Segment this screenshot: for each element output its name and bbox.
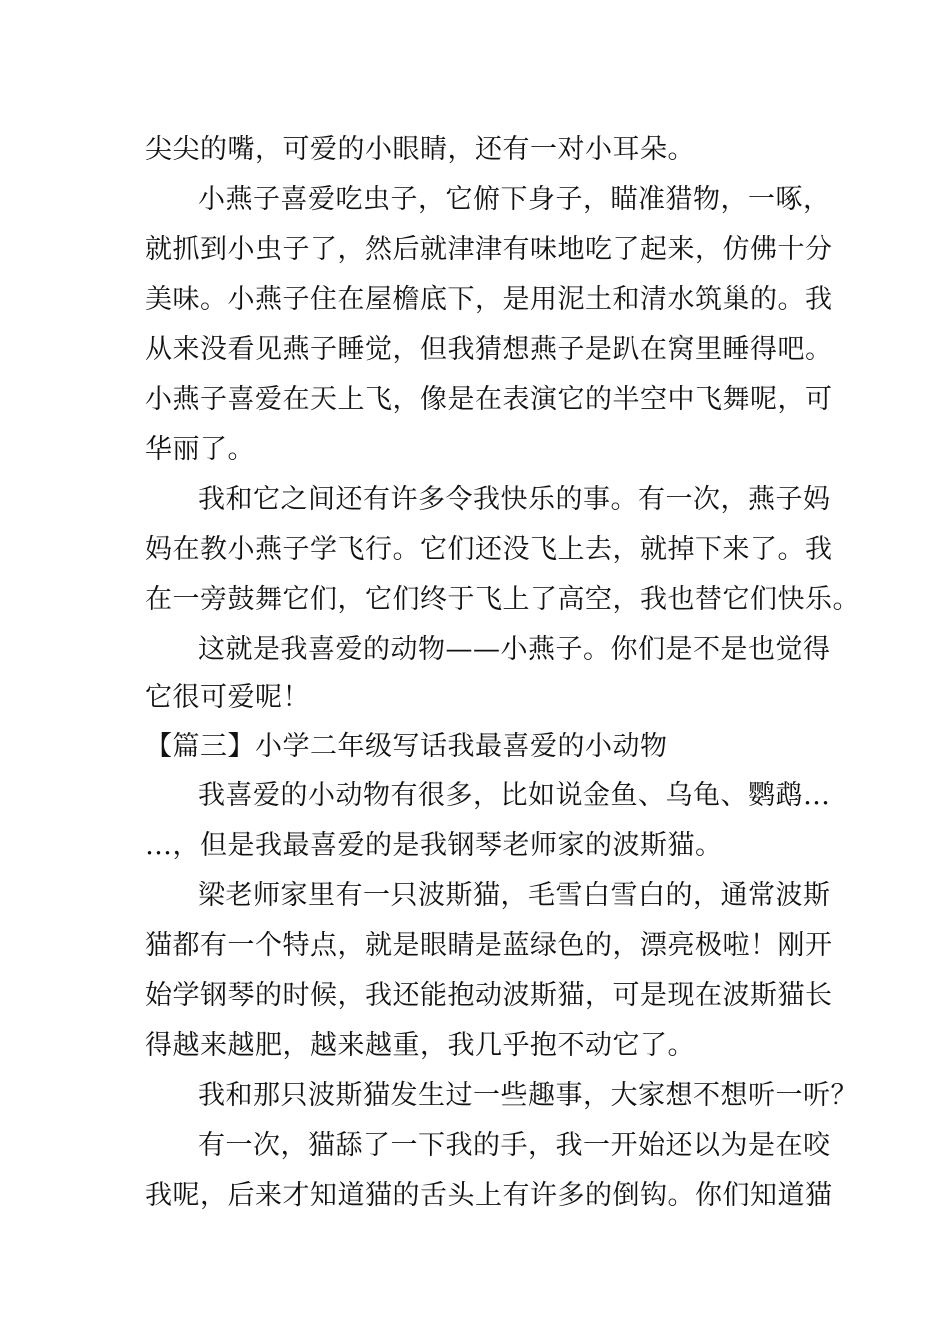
paragraph-first-line: 这就是我喜爱的动物——小燕子。你们是不是也觉得 <box>198 634 831 665</box>
section-heading: 【篇三】小学二年级写话我最喜爱的小动物 <box>145 731 668 762</box>
text-line: 我呢，后来才知道猫的舌头上有许多的倒钩。你们知道猫 <box>145 1180 833 1211</box>
text-line: 华丽了。 <box>145 434 255 465</box>
text-line: …，但是我最喜爱的是我钢琴老师家的波斯猫。 <box>145 830 723 861</box>
text-line: 尖尖的嘴，可爱的小眼睛，还有一对小耳朵。 <box>145 134 695 165</box>
paragraph-first-line: 我喜爱的小动物有很多，比如说金鱼、乌龟、鹦鹉… <box>198 780 831 811</box>
paragraph-first-line: 我和它之间还有许多令我快乐的事。有一次，燕子妈 <box>198 484 831 515</box>
text-line: 美味。小燕子住在屋檐底下，是用泥土和清水筑巢的。我 <box>145 284 833 315</box>
paragraph-first-line: 梁老师家里有一只波斯猫，毛雪白雪白的，通常波斯 <box>198 880 831 911</box>
text-line: 在一旁鼓舞它们，它们终于飞上了高空，我也替它们快乐。 <box>145 584 860 615</box>
text-line: 猫都有一个特点，就是眼睛是蓝绿色的，漂亮极啦！刚开 <box>145 930 833 961</box>
text-line: 就抓到小虫子了，然后就津津有味地吃了起来，仿佛十分 <box>145 234 833 265</box>
text-line: 始学钢琴的时候，我还能抱动波斯猫，可是现在波斯猫长 <box>145 980 833 1011</box>
paragraph-first-line: 有一次，猫舔了一下我的手，我一开始还以为是在咬 <box>198 1130 831 1161</box>
text-line: 得越来越肥，越来越重，我几乎抱不动它了。 <box>145 1030 695 1061</box>
paragraph-first-line: 我和那只波斯猫发生过一些趣事，大家想不想听一听？ <box>198 1080 858 1111</box>
text-line: 小燕子喜爱在天上飞，像是在表演它的半空中飞舞呢，可 <box>145 384 833 415</box>
text-line: 从来没看见燕子睡觉，但我猜想燕子是趴在窝里睡得吧。 <box>145 334 833 365</box>
text-line: 它很可爱呢！ <box>145 682 310 713</box>
text-line: 妈在教小燕子学飞行。它们还没飞上去，就掉下来了。我 <box>145 534 833 565</box>
paragraph-first-line: 小燕子喜爱吃虫子，它俯下身子，瞄准猎物，一啄， <box>198 184 831 215</box>
